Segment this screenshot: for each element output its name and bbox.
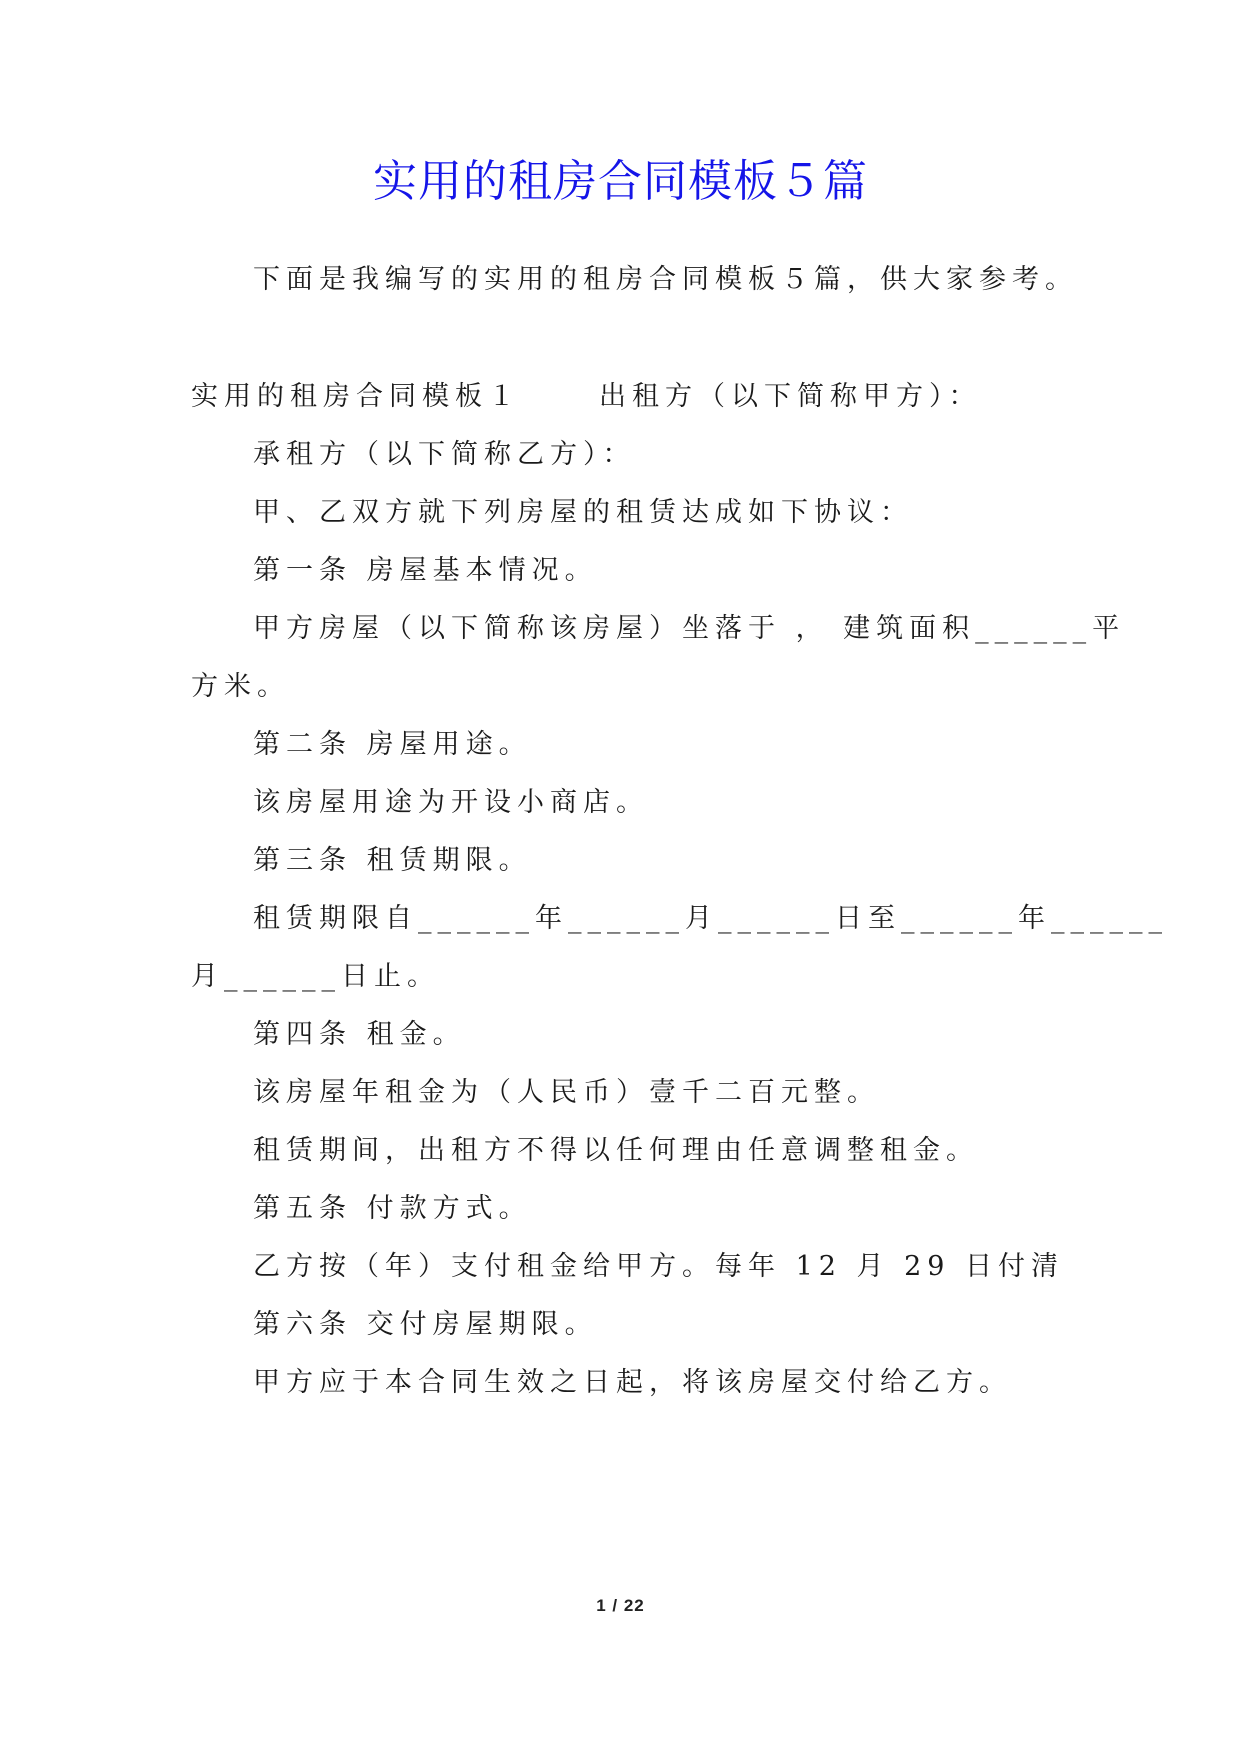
article4-title: 第四条 租金。 xyxy=(253,1019,466,1050)
article1-text-continued: 方米。 xyxy=(191,671,290,702)
intro-paragraph: 下面是我编写的实用的租房合同模板５篇，供大家参考。 xyxy=(253,264,1078,295)
article5-title: 第五条 付款方式。 xyxy=(253,1193,532,1224)
lessor-label: 出租方（以下简称甲方）： xyxy=(599,381,982,412)
article3-text: 租赁期限自______年______月______日至______年______ xyxy=(253,903,1168,934)
article6-text: 甲方应于本合同生效之日起，将该房屋交付给乙方。 xyxy=(253,1367,1012,1398)
article1-title: 第一条 房屋基本情况。 xyxy=(253,555,598,586)
article4-text-2: 租赁期间，出租方不得以任何理由任意调整租金。 xyxy=(253,1135,979,1166)
article5-text: 乙方按（年）支付租金给甲方。每年 12 月 29 日付清 xyxy=(253,1251,1065,1282)
agreement-text: 甲、乙双方就下列房屋的租赁达成如下协议： xyxy=(253,497,913,528)
article2-text: 该房屋用途为开设小商店。 xyxy=(253,787,649,818)
article3-title: 第三条 租赁期限。 xyxy=(253,845,532,876)
article3-text-continued: 月______日止。 xyxy=(191,961,440,992)
article4-text: 该房屋年租金为（人民币）壹千二百元整。 xyxy=(253,1077,880,1108)
lessee-label: 承租方（以下简称乙方）： xyxy=(253,439,636,470)
section-heading: 实用的租房合同模板１ xyxy=(191,381,521,412)
article6-title: 第六条 交付房屋期限。 xyxy=(253,1309,598,1340)
article1-text: 甲方房屋（以下简称该房屋）坐落于 ， 建筑面积______平 xyxy=(253,613,1126,644)
document-title: 实用的租房合同模板５篇 xyxy=(373,156,868,207)
page-number: 1 / 22 xyxy=(596,1596,645,1615)
article2-title: 第二条 房屋用途。 xyxy=(253,729,532,760)
section-heading-line xyxy=(191,377,982,417)
